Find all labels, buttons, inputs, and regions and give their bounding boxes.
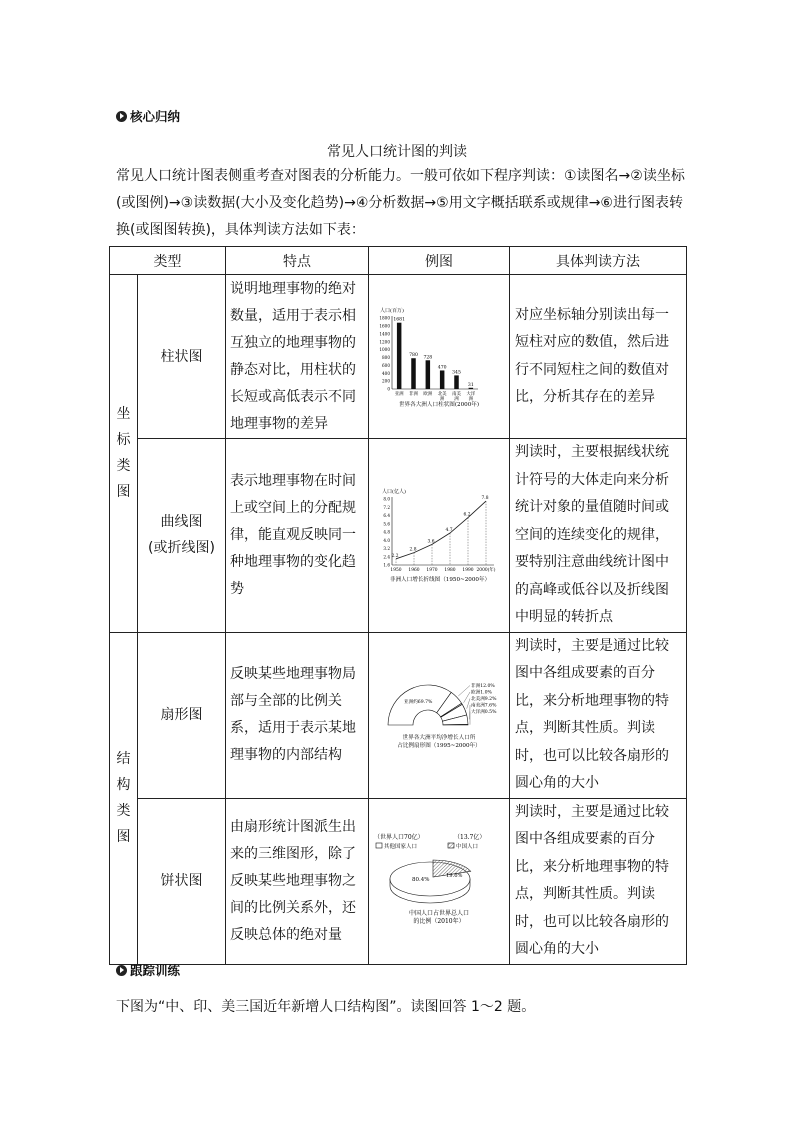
line-chart-title: 非洲人口增长折线图（1950~2000年） bbox=[389, 577, 491, 584]
line-data-label: 7.8 bbox=[481, 496, 489, 502]
example-line-chart bbox=[369, 439, 510, 633]
bar-mark bbox=[411, 358, 416, 389]
line-data-label: 2.8 bbox=[409, 547, 417, 553]
pie-title-line2: 的比例（2010年） bbox=[413, 918, 465, 925]
pie-chart bbox=[370, 831, 508, 931]
type-line: 曲线图 (或折线图) bbox=[138, 439, 226, 633]
line-x-label: 1950 bbox=[390, 568, 402, 574]
bar-category-label: 大洋 bbox=[466, 391, 476, 397]
line-x-label: 1980 bbox=[444, 568, 456, 574]
section-core-heading bbox=[116, 107, 180, 125]
bar-category-label-cont: 洲 bbox=[439, 396, 445, 402]
play-circle-icon bbox=[116, 965, 127, 976]
type-pie: 饼状图 bbox=[138, 798, 226, 964]
line-x-label: 1970 bbox=[426, 568, 438, 574]
header-feature: 特点 bbox=[226, 247, 369, 275]
section-follow-heading bbox=[116, 961, 180, 979]
feature-line: 表示地理事物在时间上或空间上的分配规律，能直观反映同一种地理事物的变化趋势 bbox=[226, 439, 369, 633]
line-x-label: 2000(年) bbox=[476, 568, 496, 574]
method-sector: 判读时，主要是通过比较图中各组成要素的百分比，来分析地理事物的特点，判断其性质。判读时，也可以比较各扇形的圆心角的大小 bbox=[510, 632, 687, 798]
bar-category-label: 非洲 bbox=[409, 391, 418, 397]
legend-swatch-china bbox=[448, 843, 454, 848]
type-sector: 扇形图 bbox=[138, 632, 226, 798]
feature-pie: 由扇形统计图派生出来的三维图形，除了反映某些地理事物之间的比例关系外，还反映总体的绝对量 bbox=[226, 798, 369, 964]
fan-leader-line bbox=[467, 699, 470, 709]
line-x-label: 1960 bbox=[408, 568, 420, 574]
bar-category-label: 欧洲 bbox=[423, 391, 433, 397]
bar-category-label: 南美 bbox=[452, 391, 461, 397]
fan-title-line2: 占比例扇形图（1995~2000年） bbox=[397, 743, 481, 749]
feature-bar: 说明地理事物的绝对数量，适用于表示相互独立的地理事物的静态对比，用柱状的长短或高低表示不同地理事物的差异 bbox=[226, 275, 369, 439]
legend-china-label: 中国人口 bbox=[456, 844, 479, 850]
method-pie: 判读时，主要是通过比较图中各组成要素的百分比，来分析地理事物的特点，判断其性质。判读时，也可以比较各扇形的圆心角的大小 bbox=[510, 798, 687, 964]
fan-slice bbox=[443, 724, 468, 725]
line-ytick-label: 3.2 bbox=[383, 546, 390, 552]
bar-ytick-label: 1800 bbox=[379, 315, 390, 321]
example-sector-chart bbox=[369, 632, 510, 798]
pie-label-china: 19.6% bbox=[446, 873, 463, 879]
chart-types-table bbox=[109, 246, 687, 965]
fan-slice-label: 大洋洲0.5% bbox=[471, 710, 497, 715]
method-line: 判读时，主要根据线状统计符号的大体走向来分析统计对象的量值随时间或空间的连续变化的规律，要特别注意曲线统计图中的高峰或低谷以及折线图中明显的转折点 bbox=[510, 439, 687, 633]
line-ytick-label: 1.6 bbox=[383, 562, 390, 568]
bar-ytick-label: 1000 bbox=[379, 346, 390, 352]
pie-total-label: （世界人口70亿） bbox=[374, 834, 424, 841]
bar-category-label: 亚洲 bbox=[394, 391, 404, 397]
line-chart bbox=[370, 485, 508, 585]
bar-ytick-label: 1400 bbox=[379, 330, 390, 336]
bar-ytick-label: 400 bbox=[382, 370, 390, 376]
bar-ytick-label: 200 bbox=[382, 378, 390, 384]
bar-chart bbox=[370, 302, 508, 412]
section-follow-label: 跟踪训练 bbox=[130, 963, 181, 978]
legend-other-label: 其他国家人口 bbox=[384, 844, 418, 850]
table-row bbox=[110, 632, 687, 798]
bar-data-label: 728 bbox=[423, 354, 433, 360]
bar-chart-title: 世界各大洲人口柱状图(2000年) bbox=[398, 401, 480, 408]
bar-category-label-cont: 洲 bbox=[454, 396, 459, 402]
line-data-label: 4.7 bbox=[445, 528, 453, 534]
line-ylabel: 人口(亿人) bbox=[382, 489, 406, 496]
bar-mark bbox=[440, 370, 445, 389]
follow-question-text: 下图为“中、印、美三国近年新增人口结构图”。读图回答 1～2 题。 bbox=[116, 999, 536, 1015]
example-bar-chart bbox=[369, 275, 510, 439]
pie-title-line1: 中国人口占世界总人口 bbox=[408, 910, 470, 917]
bar-category-label-cont: 洲 bbox=[468, 396, 474, 402]
line-ytick-label: 8.0 bbox=[383, 496, 390, 502]
header-type: 类型 bbox=[110, 247, 226, 275]
bar-data-label: 1681 bbox=[393, 317, 406, 323]
page-title: 常见人口统计图的判读 bbox=[327, 144, 467, 160]
line-ytick-label: 4.8 bbox=[383, 529, 390, 535]
bar-ytick-label: 1600 bbox=[379, 322, 390, 328]
play-circle-icon bbox=[116, 111, 127, 122]
method-bar: 对应坐标轴分别读出每一短柱对应的数值，然后进行不同短柱之间的数值对比，分析其存在的差异 bbox=[510, 275, 687, 439]
fan-slice-label: 欧洲1.0% bbox=[471, 690, 492, 696]
bar-ylabel: 人口(百万) bbox=[380, 307, 404, 314]
table-row bbox=[110, 798, 687, 964]
table-header-row bbox=[110, 247, 687, 275]
intro-paragraph: 常见人口统计图表侧重考查对图表的分析能力。一般可依如下程序判读：①读图名→②读坐标(或图例)→③读数据(大小及变化趋势)→④分析数据→⑤用文字概括联系或规律→⑥进行图表转换(或图图转换)，具体判读方法如下表： bbox=[116, 168, 685, 238]
bar-category-label: 北美 bbox=[437, 391, 447, 397]
pie-china-total-label: （13.7亿） bbox=[454, 834, 486, 841]
line-ytick-label: 5.6 bbox=[383, 521, 390, 527]
bar-data-label: 345 bbox=[452, 369, 461, 375]
bar-mark bbox=[469, 387, 474, 388]
bar-mark bbox=[426, 360, 431, 389]
line-ytick-label: 7.2 bbox=[383, 505, 390, 511]
bar-ytick-label: 1200 bbox=[379, 338, 390, 344]
bar-ytick-label: 600 bbox=[382, 362, 390, 368]
table-row bbox=[110, 439, 687, 633]
pie-label-other: 80.4% bbox=[412, 877, 430, 883]
line-ytick-label: 4.0 bbox=[383, 538, 390, 544]
line-data-label: 2.2 bbox=[391, 554, 399, 560]
bar-data-label: 780 bbox=[409, 352, 418, 358]
line-ytick-label: 2.4 bbox=[383, 554, 390, 560]
header-example: 例图 bbox=[369, 247, 510, 275]
bar-ytick-label: 800 bbox=[382, 354, 390, 360]
section-core-label: 核心归纳 bbox=[130, 109, 181, 124]
fan-slice-label: 亚洲约69.7% bbox=[404, 700, 433, 705]
fan-slice-label: 南美洲7.6% bbox=[471, 703, 497, 709]
header-method: 具体判读方法 bbox=[510, 247, 687, 275]
line-data-label: 6.2 bbox=[463, 512, 471, 518]
category-coordinate: 坐 标 类 图 bbox=[110, 275, 138, 633]
bar-data-label: 470 bbox=[437, 364, 447, 370]
bar-mark bbox=[454, 375, 459, 389]
line-data-label: 3.6 bbox=[427, 539, 435, 545]
type-bar: 柱状图 bbox=[138, 275, 226, 439]
category-structure: 结 构 类 图 bbox=[110, 632, 138, 964]
table-row bbox=[110, 275, 687, 439]
feature-sector: 反映某些地理事物局部与全部的比例关系，适用于表示某地理事物的内部结构 bbox=[226, 632, 369, 798]
example-pie-chart bbox=[369, 798, 510, 964]
fan-leader-line bbox=[458, 686, 470, 696]
fan-slice-label: 非洲12.0% bbox=[471, 684, 495, 689]
fan-slice-label: 北美洲9.2% bbox=[471, 697, 497, 702]
sector-chart bbox=[370, 675, 508, 755]
bar-data-label: 31 bbox=[467, 382, 474, 388]
line-x-label: 1990 bbox=[462, 568, 474, 574]
line-ytick-label: 6.4 bbox=[383, 513, 390, 519]
bar-ytick-label: 0 bbox=[387, 386, 390, 392]
fan-title-line1: 世界各大洲平均净增长人口所 bbox=[402, 735, 476, 741]
bar-mark bbox=[397, 322, 402, 388]
legend-swatch-other bbox=[376, 843, 382, 848]
